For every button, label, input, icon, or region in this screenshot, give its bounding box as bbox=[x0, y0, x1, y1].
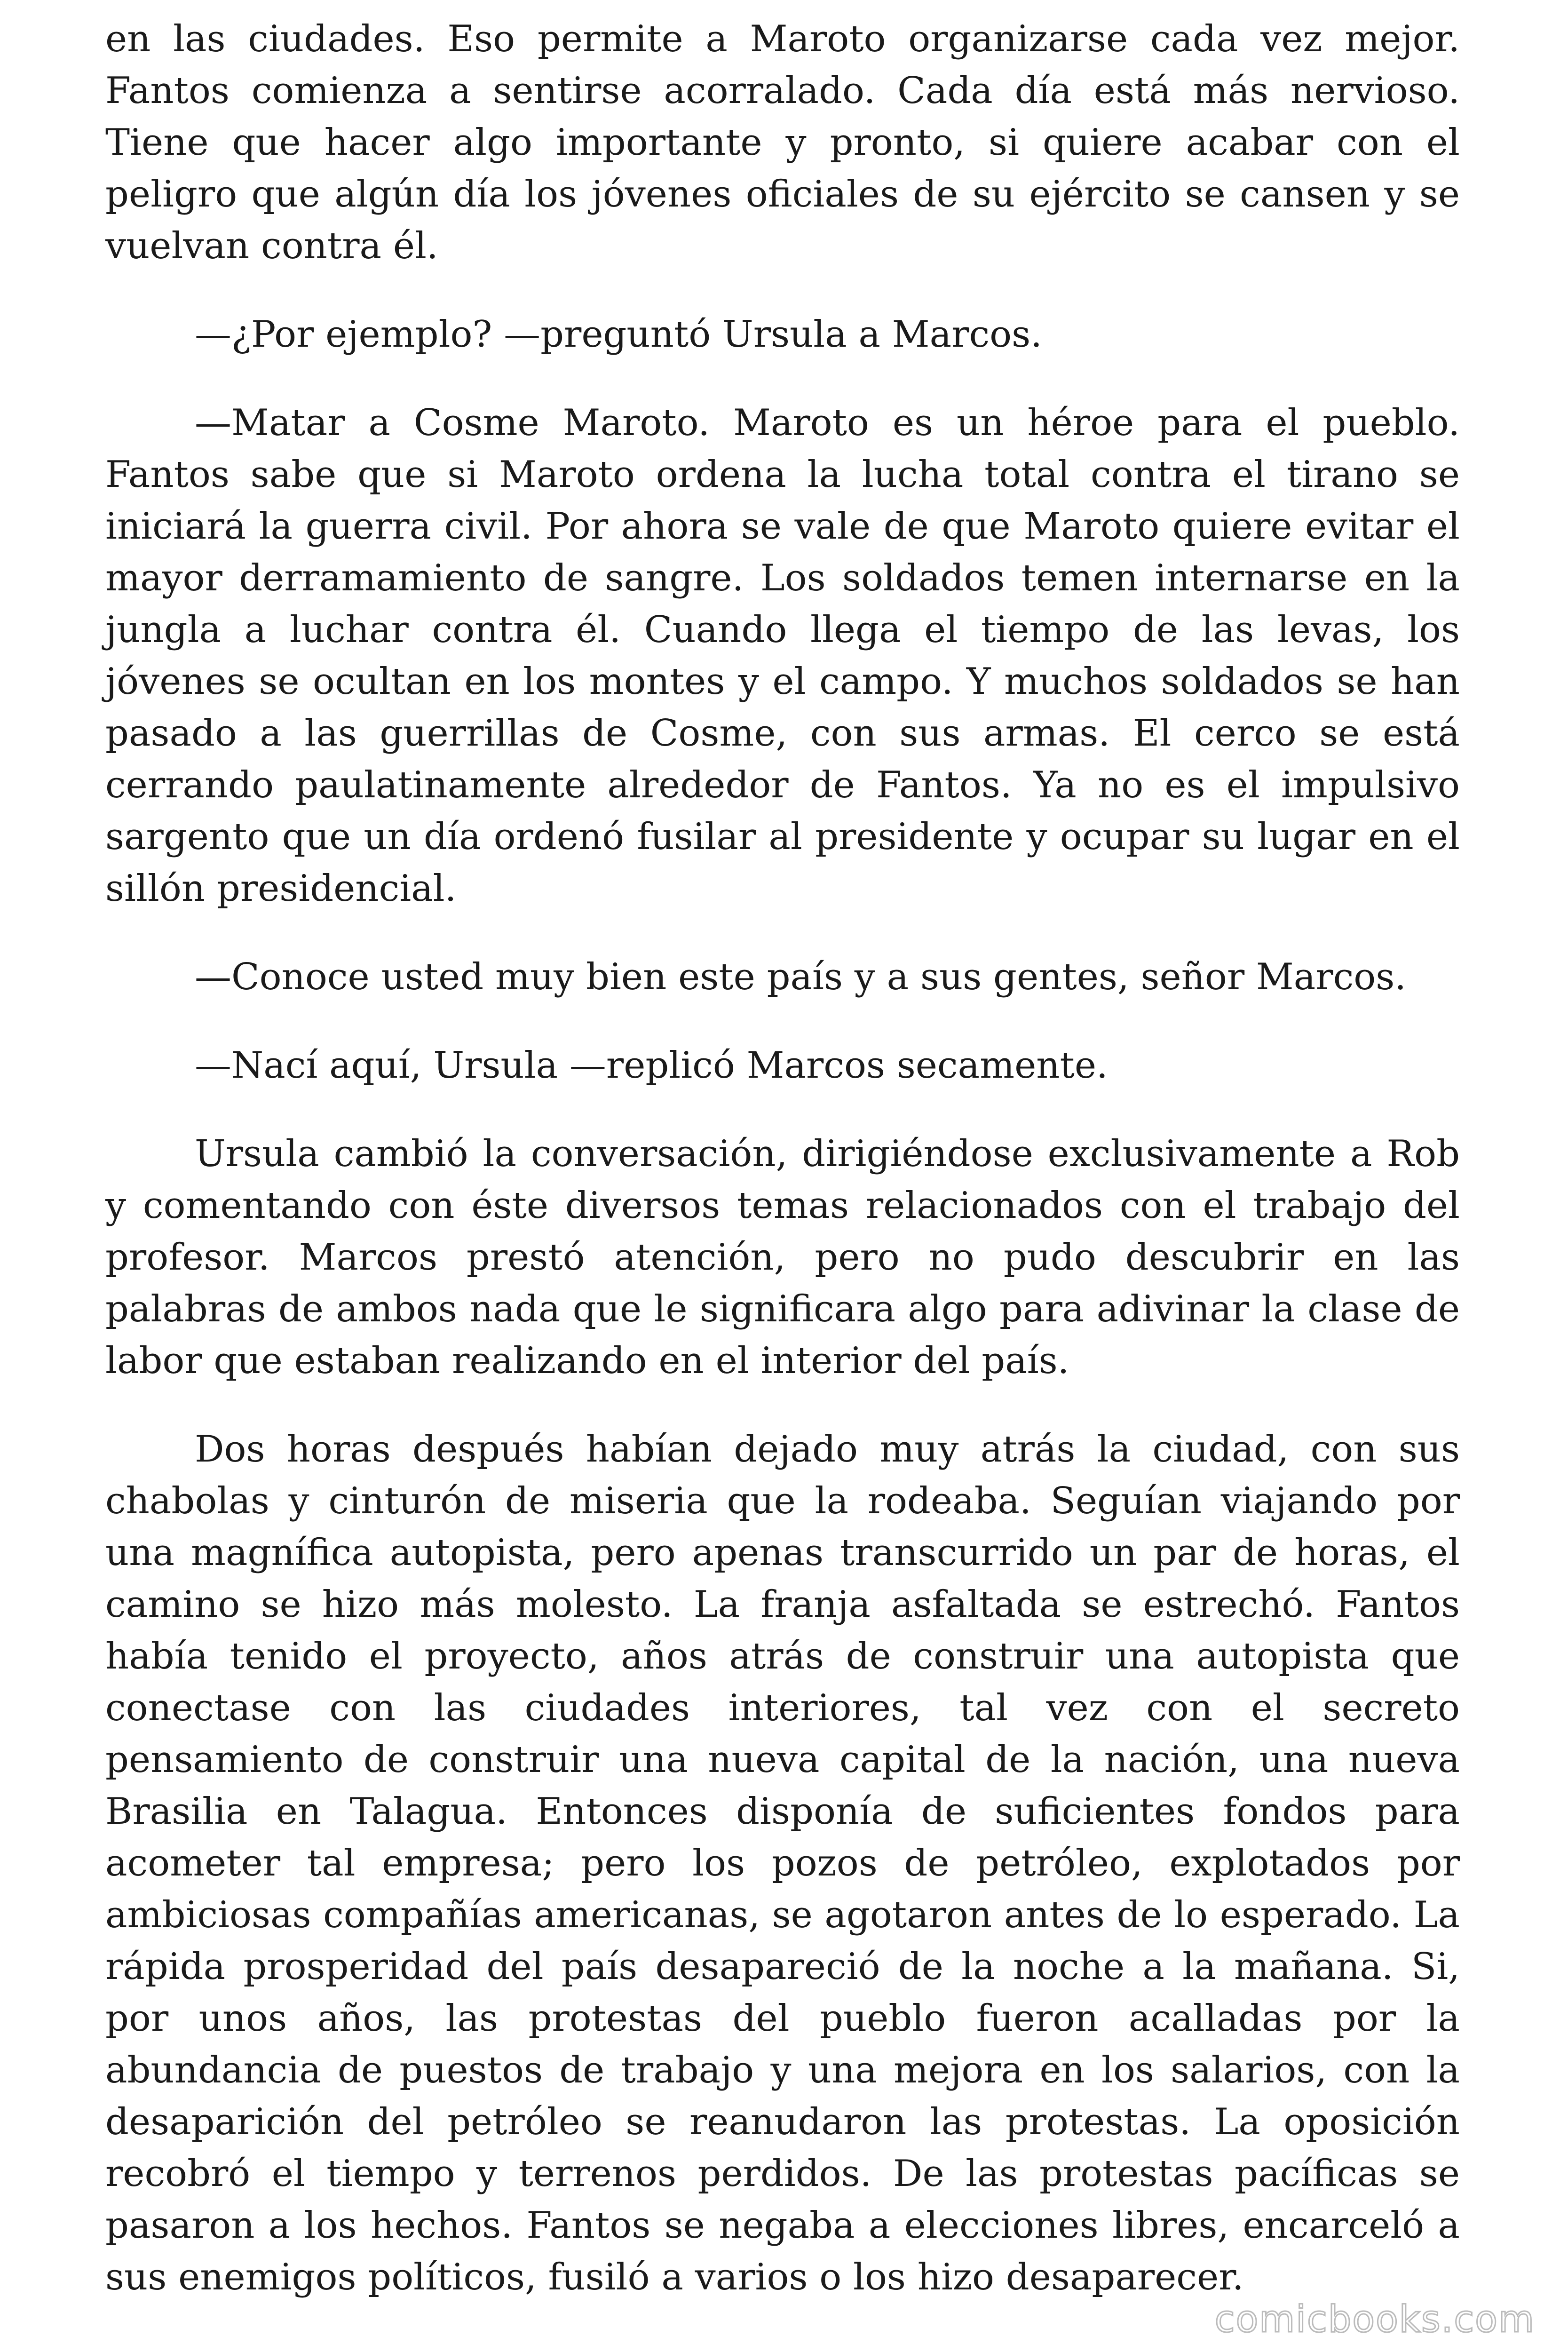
body-paragraph: Ursula cambió la conversación, dirigiéndose exclusivamente a Rob y comentando con éste diversos temas relacionados con el trabajo del profesor. Marcos prestó atención, pero no pudo descubrir en las palabras de ambos nada que le significara algo para adivinar la clase de labor que estaban realizando en el interior del país. bbox=[105, 1133, 1460, 1382]
dialogue-line: —Nací aquí, Ursula —replicó Marcos secamente. bbox=[195, 1044, 1108, 1087]
dialogue-line: —Conoce usted muy bien este país y a sus gentes, señor Marcos. bbox=[195, 956, 1407, 998]
paragraph-continued: en las ciudades. Eso permite a Maroto organizarse cada vez mejor. Fantos comienza a sentirse acorralado. Cada día está más nervioso. Tiene que hacer algo importante y pronto, si quiere acabar con el peligro que algún día los jóvenes oficiales de su ejército se cansen y se vuelvan contra él. bbox=[105, 18, 1460, 267]
watermark: comicbooks.com bbox=[1214, 2298, 1535, 2341]
dialogue-line: —Matar a Cosme Maroto. Maroto es un héroe para el pueblo. Fantos sabe que si Maroto ordena la lucha total contra el tirano se iniciará la guerra civil. Por ahora se vale de que Maroto quiere evitar el mayor derramamiento de sangre. Los soldados temen internarse en la jungla a luchar contra él. Cuando llega el tiempo de las levas, los jóvenes se ocultan en los montes y el campo. Y muchos soldados se han pasado a las guerrillas de Cosme, con sus armas. El cerco se está cerrando paulatinamente alrededor de Fantos. Ya no es el impulsivo sargento que un día ordenó fusilar al presidente y ocupar su lugar en el sillón presidencial. bbox=[105, 402, 1460, 910]
book-page bbox=[105, 13, 1460, 2303]
dialogue-line: —¿Por ejemplo? —preguntó Ursula a Marcos. bbox=[195, 313, 1042, 356]
body-paragraph: Dos horas después habían dejado muy atrás la ciudad, con sus chabolas y cinturón de miseria que la rodeaba. Seguían viajando por una magnífica autopista, pero apenas transcurrido un par de horas, el camino se hizo más molesto. La franja asfaltada se estrechó. Fantos había tenido el proyecto, años atrás de construir una autopista que conectase con las ciudades interiores, tal vez con el secreto pensamiento de construir una nueva capital de la nación, una nueva Brasilia en Talagua. Entonces disponía de suficientes fondos para acometer tal empresa; pero los pozos de petróleo, explotados por ambiciosas compañías americanas, se agotaron antes de lo esperado. La rápida prosperidad del país desapareció de la noche a la mañana. Si, por unos años, las protestas del pueblo fueron acalladas por la abundancia de puestos de trabajo y una mejora en los salarios, con la desaparición del petróleo se reanudaron las protestas. La oposición recobró el tiempo y terrenos perdidos. De las protestas pacíficas se pasaron a los hechos. Fantos se negaba a elecciones libres, encarceló a sus enemigos políticos, fusiló a varios o los hizo desaparecer. bbox=[105, 1428, 1460, 2298]
